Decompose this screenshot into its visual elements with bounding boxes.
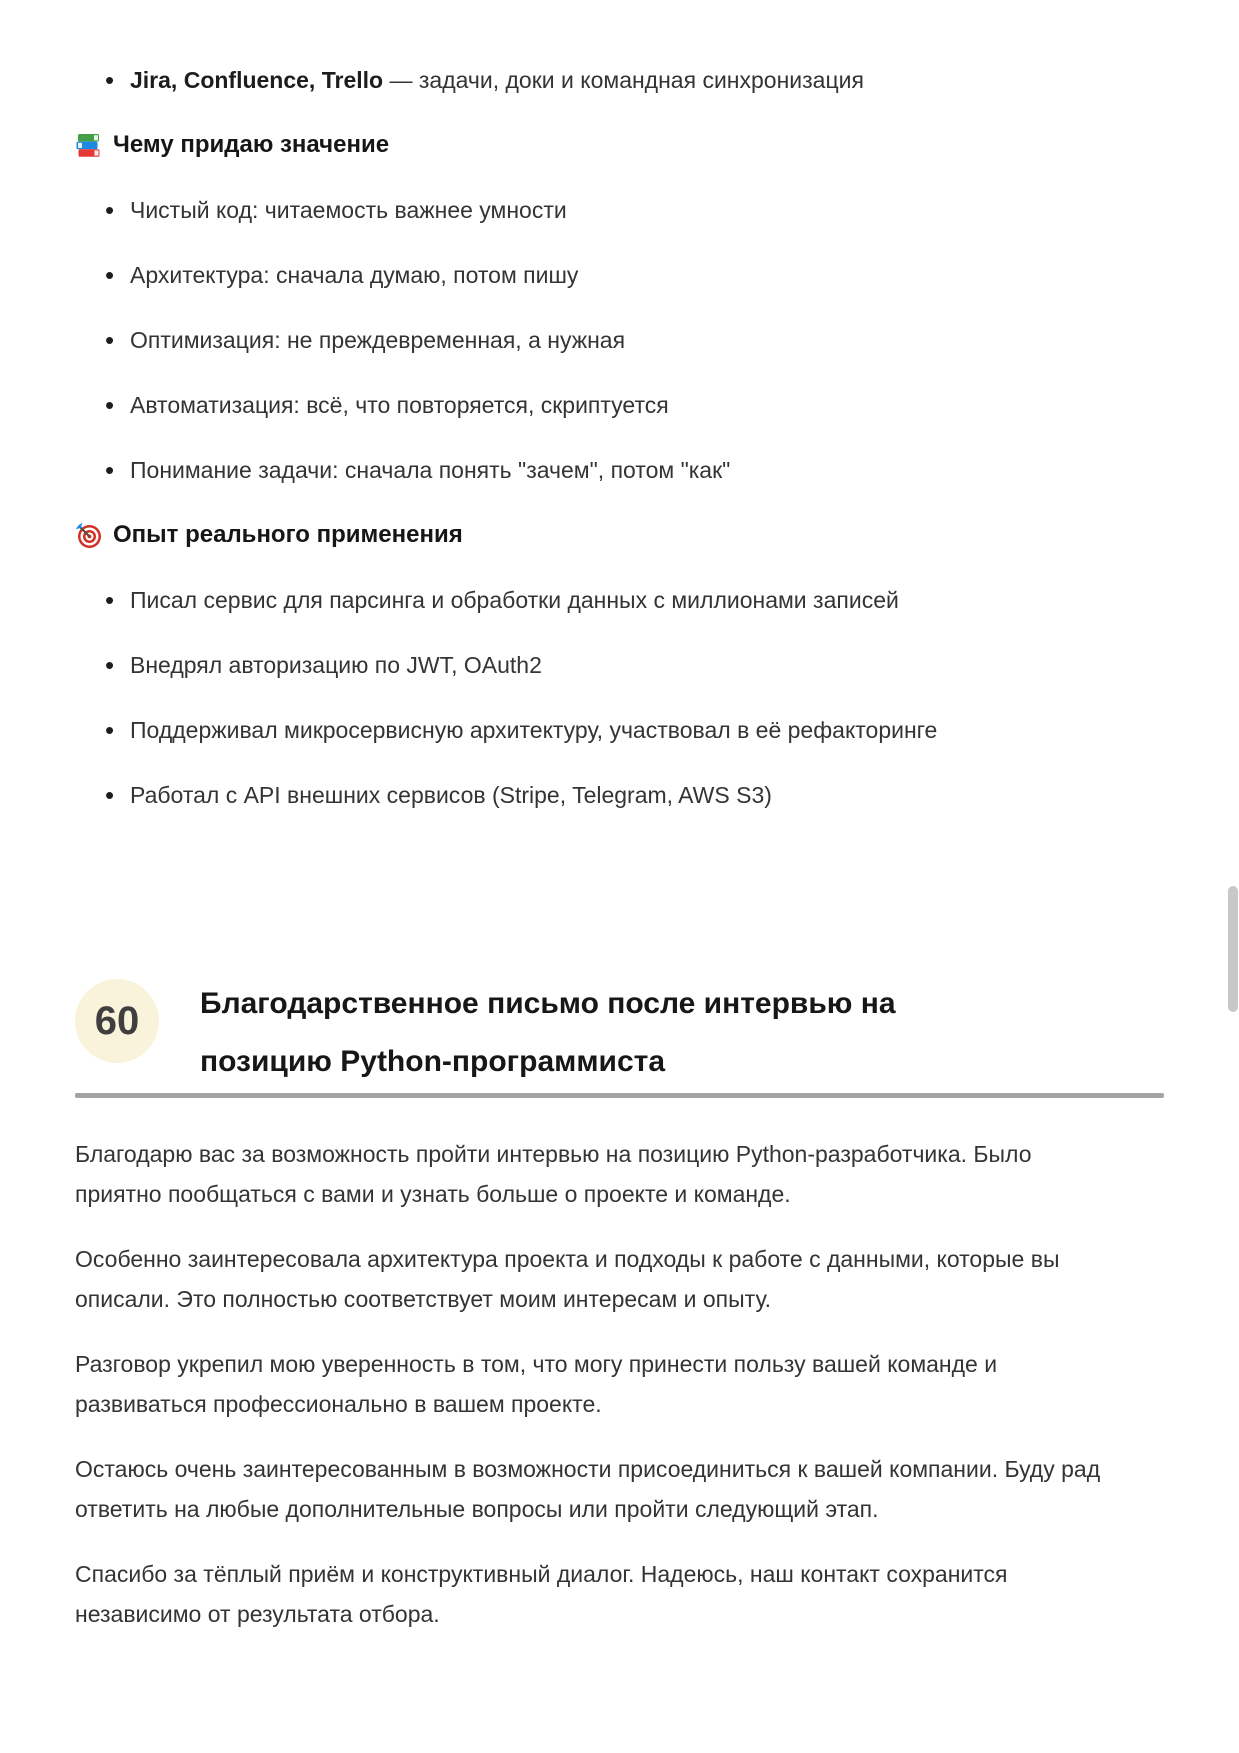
list-item-text: Чистый код: читаемость важнее умности (130, 197, 567, 223)
list-item (75, 775, 1164, 815)
list-item (75, 190, 1164, 230)
list-item (75, 580, 1164, 620)
list-item (75, 385, 1164, 425)
letter-paragraph: Разговор укрепил мою уверенность в том, что могу принести пользу вашей команде и развиваться профессионально в вашем проекте. (75, 1351, 998, 1417)
list-item-text: Внедрял авторизацию по JWT, OAuth2 (130, 652, 542, 678)
values-list (75, 190, 1164, 490)
books-icon (75, 132, 102, 159)
list-item (75, 645, 1164, 685)
list-item-text: Писал сервис для парсинга и обработки данных с миллионами записей (130, 587, 899, 613)
thank-you-letter (75, 1134, 1164, 1634)
letter-paragraph: Спасибо за тёплый приём и конструктивный диалог. Надеюсь, наш контакт сохранится независимо от результата отбора. (75, 1561, 1008, 1627)
tools-list (75, 60, 1164, 100)
chapter-number-badge: 60 (75, 979, 159, 1063)
chapter-title: Благодарственное письмо после интервью на позицию Python-программиста (200, 987, 896, 1078)
tools-rest-text: — задачи, доки и командная синхронизация (383, 67, 864, 93)
list-item (75, 60, 1164, 100)
list-item (75, 255, 1164, 295)
scrollbar-thumb[interactable] (1228, 886, 1238, 1012)
tools-bold-text: Jira, Confluence, Trello (130, 67, 384, 93)
section-heading-experience (75, 515, 1164, 555)
section-heading-values (75, 125, 1164, 165)
experience-list (75, 580, 1164, 815)
letter-paragraph: Особенно заинтересовала архитектура проекта и подходы к работе с данными, которые вы описали. Это полностью соответствует моим интересам и опыту. (75, 1246, 1060, 1312)
list-item (75, 320, 1164, 360)
list-item-text: Понимание задачи: сначала понять "зачем", потом "как" (130, 457, 731, 483)
dart-icon (75, 522, 102, 549)
letter-paragraph: Благодарю вас за возможность пройти интервью на позицию Python-разработчика. Было приятно пообщаться с вами и узнать больше о проекте и команде. (75, 1141, 1032, 1207)
list-item-text: Поддерживал микросервисную архитектуру, участвовал в её рефакторинге (130, 717, 938, 743)
list-item (75, 710, 1164, 750)
letter-paragraph: Остаюсь очень заинтересованным в возможности присоединиться к вашей компании. Буду рад ответить на любые дополнительные вопросы или пройти следующий этап. (75, 1456, 1101, 1522)
list-item-text: Работал с API внешних сервисов (Stripe, Telegram, AWS S3) (130, 782, 772, 808)
section-divider (75, 1093, 1164, 1098)
list-item-text: Автоматизация: всё, что повторяется, скриптуется (130, 392, 669, 418)
section-title: Опыт реального применения (113, 521, 463, 548)
list-item-text: Архитектура: сначала думаю, потом пишу (130, 262, 579, 288)
chapter-header (75, 975, 1164, 1091)
list-item-text: Оптимизация: не преждевременная, а нужная (130, 327, 626, 353)
list-item (75, 450, 1164, 490)
section-title: Чему придаю значение (113, 131, 390, 158)
